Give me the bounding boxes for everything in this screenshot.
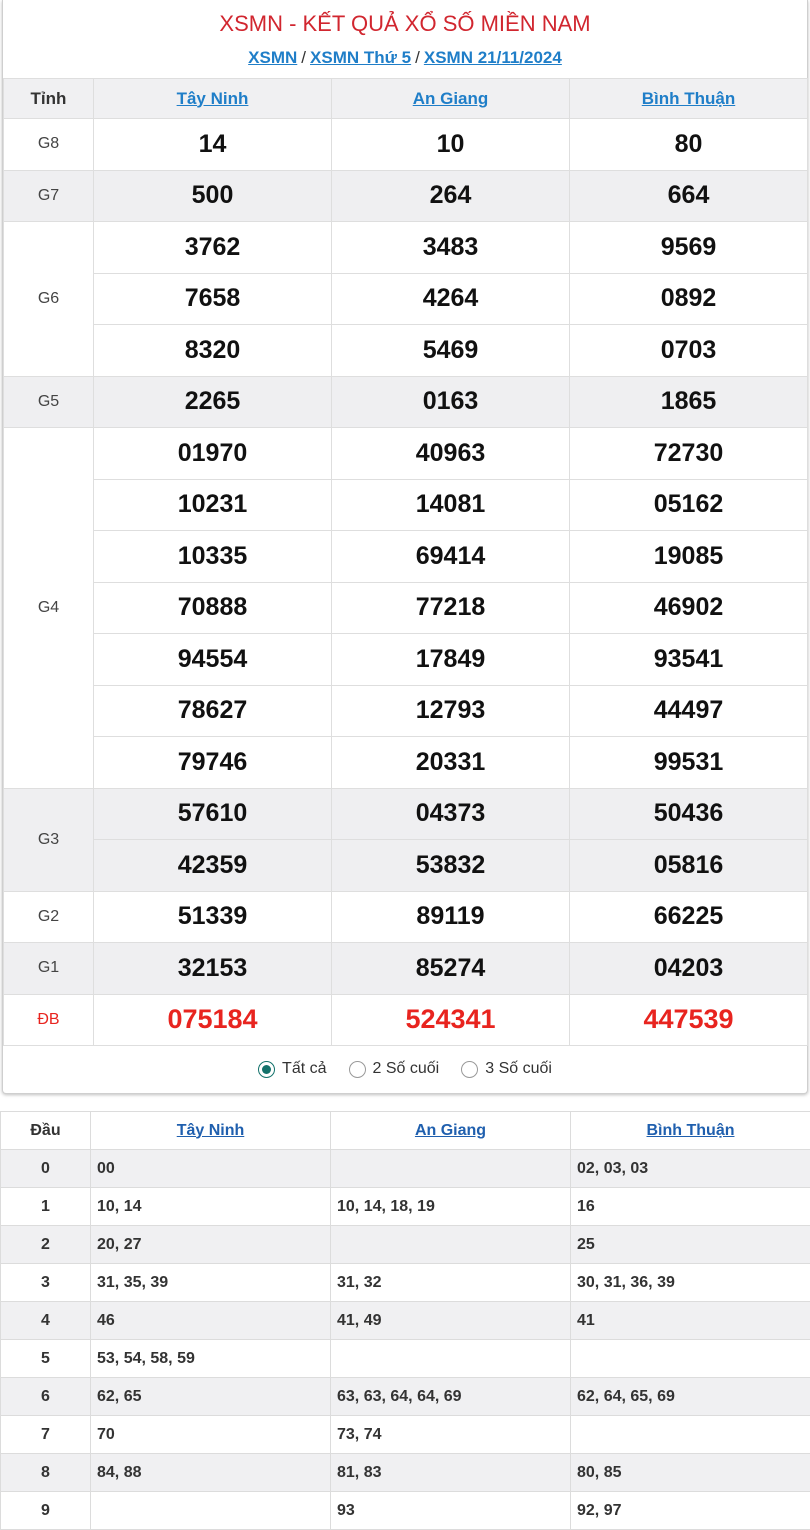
prize-row	[4, 273, 808, 325]
prize-number: 524341	[332, 994, 570, 1046]
loto-head-digit: 1	[1, 1188, 91, 1226]
loto-values: 73, 74	[331, 1416, 571, 1454]
loto-values: 41, 49	[331, 1302, 571, 1340]
prize-number: 664	[570, 170, 808, 222]
prize-number: 14	[94, 119, 332, 171]
loto-values: 84, 88	[91, 1454, 331, 1492]
prize-number: 264	[332, 170, 570, 222]
prize-number: 72730	[570, 428, 808, 480]
prize-label: G3	[4, 788, 94, 891]
loto-head-table	[0, 1111, 810, 1530]
prize-row	[4, 943, 808, 995]
prize-number: 50436	[570, 788, 808, 840]
prize-number: 0892	[570, 273, 808, 325]
loto-head-digit: 8	[1, 1454, 91, 1492]
loto-values: 53, 54, 58, 59	[91, 1340, 331, 1378]
prize-number: 14081	[332, 479, 570, 531]
prize-row	[4, 119, 808, 171]
prize-number: 78627	[94, 685, 332, 737]
loto-values: 92, 97	[571, 1492, 810, 1530]
loto-row	[1, 1492, 810, 1530]
page-title: XSMN - KẾT QUẢ XỔ SỐ MIỀN NAM	[219, 11, 591, 36]
prize-label: G1	[4, 943, 94, 995]
breadcrumb-link-xsmn[interactable]: XSMN	[248, 48, 298, 67]
loto-head-digit: 2	[1, 1226, 91, 1264]
prize-number: 04203	[570, 943, 808, 995]
prize-number: 46902	[570, 582, 808, 634]
loto-values	[331, 1226, 571, 1264]
prize-number: 10	[332, 119, 570, 171]
loto-row	[1, 1378, 810, 1416]
filter-option-last-3[interactable]	[461, 1060, 552, 1078]
loto-values: 10, 14	[91, 1188, 331, 1226]
prize-row	[4, 376, 808, 428]
prize-number: 10335	[94, 531, 332, 583]
prize-number: 447539	[570, 994, 808, 1046]
loto-values	[571, 1416, 810, 1454]
filter-option-last-2[interactable]	[349, 1060, 440, 1078]
prize-number: 20331	[332, 737, 570, 789]
prize-row	[4, 788, 808, 840]
loto-province-header	[331, 1112, 571, 1150]
breadcrumb-separator: /	[415, 48, 420, 67]
prize-label: G5	[4, 376, 94, 428]
prize-number: 93541	[570, 634, 808, 686]
prize-number: 2265	[94, 376, 332, 428]
prize-label: G4	[4, 428, 94, 789]
filter-option-label: 2 Số cuối	[372, 1060, 440, 1077]
results-table	[3, 78, 808, 1046]
prize-row	[4, 840, 808, 892]
loto-head-digit: 5	[1, 1340, 91, 1378]
prize-row	[4, 222, 808, 274]
loto-head-digit: 3	[1, 1264, 91, 1302]
loto-province-link-binh-thuan[interactable]: Bình Thuận	[646, 1121, 735, 1139]
breadcrumb-separator: /	[301, 48, 307, 67]
filter-option-all[interactable]	[258, 1060, 326, 1078]
filter-option-label: 3 Số cuối	[485, 1060, 552, 1077]
loto-values: 62, 64, 65, 69	[571, 1378, 810, 1416]
prize-number: 0703	[570, 325, 808, 377]
filter-option-label: Tất cả	[282, 1060, 327, 1077]
prize-number: 9569	[570, 222, 808, 274]
loto-values: 41	[571, 1302, 810, 1340]
prize-label: G2	[4, 891, 94, 943]
loto-province-header	[571, 1112, 810, 1150]
loto-province-link-an-giang[interactable]: An Giang	[414, 1121, 487, 1139]
prize-number: 5469	[332, 325, 570, 377]
prize-row	[4, 634, 808, 686]
prize-number: 3762	[94, 222, 332, 274]
province-column-label: Tỉnh	[4, 79, 94, 119]
prize-number: 89119	[332, 891, 570, 943]
loto-values: 81, 83	[331, 1454, 571, 1492]
loto-row	[1, 1454, 810, 1492]
prize-number: 85274	[332, 943, 570, 995]
loto-head-digit: 4	[1, 1302, 91, 1340]
prize-row	[4, 685, 808, 737]
prize-row	[4, 479, 808, 531]
prize-number: 17849	[332, 634, 570, 686]
prize-number: 05162	[570, 479, 808, 531]
prize-number: 075184	[94, 994, 332, 1046]
loto-values: 46	[91, 1302, 331, 1340]
loto-values: 10, 14, 18, 19	[331, 1188, 571, 1226]
digit-filter	[3, 1046, 807, 1092]
loto-row	[1, 1416, 810, 1454]
prize-row	[4, 325, 808, 377]
prize-number: 10231	[94, 479, 332, 531]
breadcrumb	[3, 48, 807, 68]
loto-body	[1, 1150, 810, 1530]
prize-number: 94554	[94, 634, 332, 686]
loto-values: 93	[331, 1492, 571, 1530]
province-header-binh-thuan	[570, 79, 808, 119]
prize-number: 0163	[332, 376, 570, 428]
results-header-row	[4, 79, 808, 119]
loto-row	[1, 1264, 810, 1302]
prize-label: G6	[4, 222, 94, 377]
prize-number: 7658	[94, 273, 332, 325]
radio-icon[interactable]	[349, 1061, 366, 1078]
loto-values: 63, 63, 64, 64, 69	[331, 1378, 571, 1416]
loto-row	[1, 1302, 810, 1340]
loto-row	[1, 1340, 810, 1378]
prize-number: 79746	[94, 737, 332, 789]
prize-number: 500	[94, 170, 332, 222]
prize-row	[4, 891, 808, 943]
province-header-an-giang	[332, 79, 570, 119]
loto-values: 00	[91, 1150, 331, 1188]
prize-number: 80	[570, 119, 808, 171]
loto-head-digit: 9	[1, 1492, 91, 1530]
prize-number: 77218	[332, 582, 570, 634]
loto-row	[1, 1226, 810, 1264]
province-header-tay-ninh	[94, 79, 332, 119]
prize-number: 66225	[570, 891, 808, 943]
results-card	[2, 0, 808, 1094]
loto-values: 20, 27	[91, 1226, 331, 1264]
prize-number: 57610	[94, 788, 332, 840]
prize-number: 12793	[332, 685, 570, 737]
prize-number: 3483	[332, 222, 570, 274]
loto-values: 30, 31, 36, 39	[571, 1264, 810, 1302]
prize-number: 32153	[94, 943, 332, 995]
prize-number: 05816	[570, 840, 808, 892]
prize-row	[4, 170, 808, 222]
loto-header-row	[1, 1112, 810, 1150]
prize-number: 8320	[94, 325, 332, 377]
province-link-an-giang[interactable]: An Giang	[412, 88, 489, 108]
loto-values: 25	[571, 1226, 810, 1264]
loto-values: 16	[571, 1188, 810, 1226]
prize-number: 69414	[332, 531, 570, 583]
prize-row	[4, 531, 808, 583]
loto-head-digit: 0	[1, 1150, 91, 1188]
results-body	[4, 119, 808, 1046]
loto-province-link-tay-ninh[interactable]: Tây Ninh	[176, 1121, 245, 1139]
prize-number: 1865	[570, 376, 808, 428]
prize-number: 53832	[332, 840, 570, 892]
prize-label: G7	[4, 170, 94, 222]
prize-number: 70888	[94, 582, 332, 634]
loto-values: 62, 65	[91, 1378, 331, 1416]
loto-values	[331, 1150, 571, 1188]
prize-number: 4264	[332, 273, 570, 325]
province-link-tay-ninh[interactable]: Tây Ninh	[176, 88, 249, 108]
loto-values: 02, 03, 03	[571, 1150, 810, 1188]
prize-row	[4, 582, 808, 634]
loto-row	[1, 1188, 810, 1226]
loto-head-digit: 7	[1, 1416, 91, 1454]
loto-values: 70	[91, 1416, 331, 1454]
loto-values	[91, 1492, 331, 1530]
prize-number: 44497	[570, 685, 808, 737]
radio-selected-icon[interactable]	[258, 1061, 275, 1078]
prize-label: ĐB	[4, 994, 94, 1046]
prize-number: 40963	[332, 428, 570, 480]
prize-row	[4, 994, 808, 1046]
loto-values: 31, 35, 39	[91, 1264, 331, 1302]
prize-row	[4, 737, 808, 789]
loto-head-digit: 6	[1, 1378, 91, 1416]
loto-values	[571, 1340, 810, 1378]
prize-number: 51339	[94, 891, 332, 943]
prize-number: 04373	[332, 788, 570, 840]
radio-icon[interactable]	[461, 1061, 478, 1078]
loto-province-header	[91, 1112, 331, 1150]
prize-row	[4, 428, 808, 480]
loto-values: 80, 85	[571, 1454, 810, 1492]
prize-number: 42359	[94, 840, 332, 892]
loto-row	[1, 1150, 810, 1188]
prize-number: 19085	[570, 531, 808, 583]
breadcrumb-link-date[interactable]: XSMN 21/11/2024	[423, 48, 562, 67]
province-link-binh-thuan[interactable]: Bình Thuận	[641, 88, 736, 108]
loto-head-column-label: Đầu	[1, 1112, 91, 1150]
prize-label: G8	[4, 119, 94, 171]
loto-values	[331, 1340, 571, 1378]
breadcrumb-link-weekday[interactable]: XSMN Thứ 5	[310, 48, 412, 67]
loto-values: 31, 32	[331, 1264, 571, 1302]
prize-number: 01970	[94, 428, 332, 480]
prize-number: 99531	[570, 737, 808, 789]
